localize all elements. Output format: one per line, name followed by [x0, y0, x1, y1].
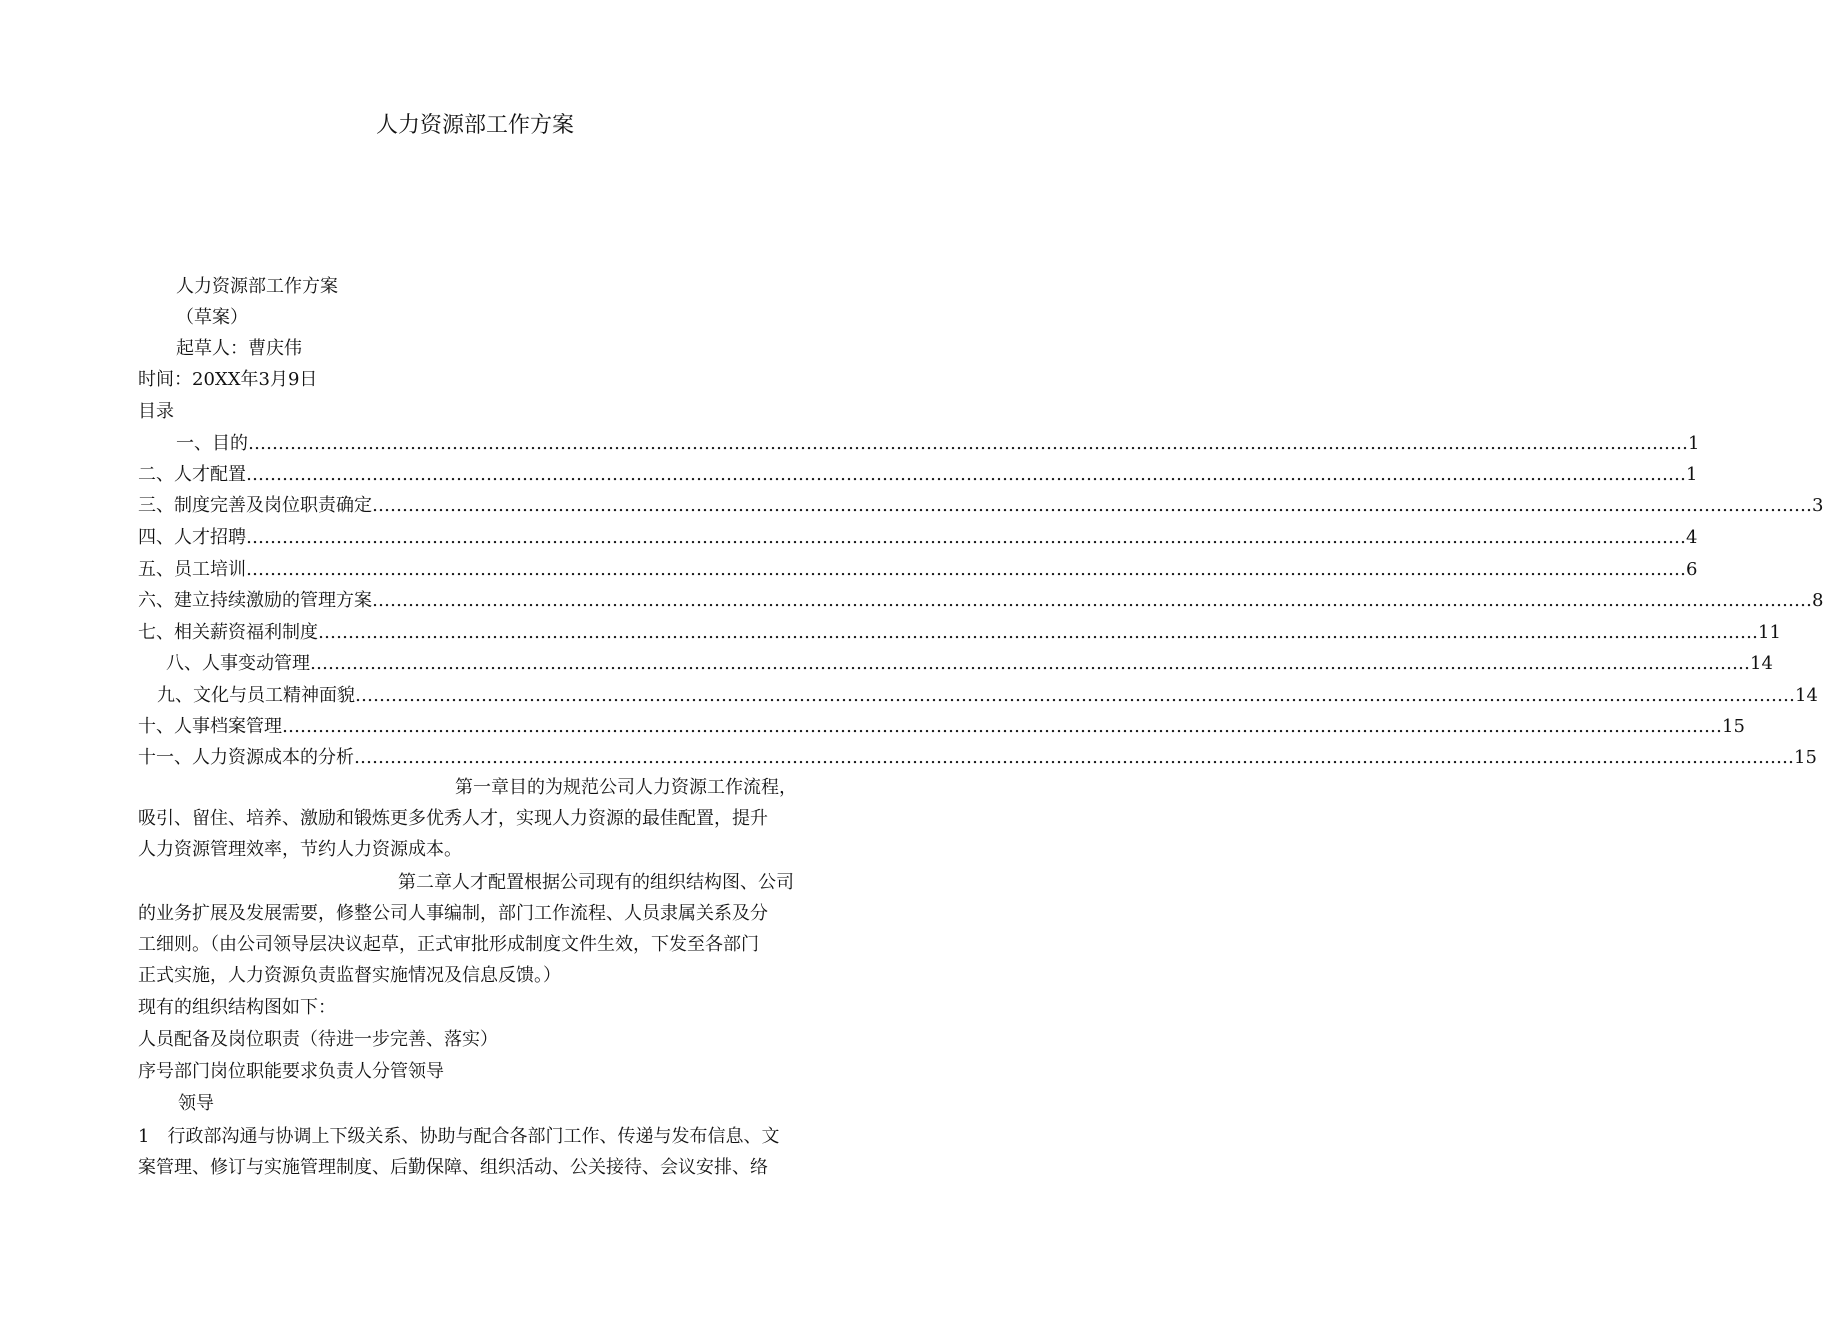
drafter: 起草人：曹庆伟 — [176, 338, 302, 359]
chapter2-line: 的业务扩展及发展需要，修整公司人事编制，部门工作流程、人员隶属关系及分 — [138, 903, 768, 924]
table-row-1: 案管理、修订与实施管理制度、后勤保障、组织活动、公关接待、会议安排、络 — [138, 1157, 768, 1178]
toc-entry-page: 14 — [1795, 685, 1818, 706]
draft-label: （草案） — [176, 307, 248, 328]
toc-entry — [138, 715, 1745, 739]
toc-leader-dots: …………………………………………………………………………………………………………………………………………………………………………………………………………………… — [282, 716, 1722, 737]
toc-entry — [138, 494, 1823, 518]
toc-entry-page: 11 — [1758, 622, 1781, 643]
toc-entry-label: 十、人事档案管理 — [138, 716, 282, 737]
staffing-line: 人员配备及岗位职责（待进一步完善、落实） — [138, 1029, 498, 1050]
toc-leader-dots: …………………………………………………………………………………………………………………………………………………………………………………………………………………… — [372, 495, 1812, 516]
toc-entry-page: 3 — [1812, 495, 1823, 516]
toc-entry — [138, 463, 1698, 487]
toc-leader-dots: …………………………………………………………………………………………………………………………………………………………………………………………………………………… — [246, 559, 1686, 580]
toc-entry-page: 15 — [1794, 747, 1817, 768]
chapter1-line: 第一章目的为规范公司人力资源工作流程， — [455, 777, 797, 798]
toc-entry-label: 一、目的 — [176, 433, 248, 454]
document-title: 人力资源部工作方案 — [375, 113, 574, 138]
toc-entry-label: 九、文化与员工精神面貌 — [157, 685, 355, 706]
table-row-1: 1 行政部沟通与协调上下级关系、协助与配合各部门工作、传递与发布信息、文 — [138, 1126, 780, 1147]
toc-entry-page: 14 — [1750, 653, 1773, 674]
toc-entry — [138, 746, 1817, 770]
chapter2-line: 第二章人才配置根据公司现有的组织结构图、公司 — [398, 872, 794, 893]
toc-entry-label: 十一、人力资源成本的分析 — [138, 747, 354, 768]
toc-entry-label: 七、相关薪资福利制度 — [138, 622, 318, 643]
toc-entry-page: 1 — [1686, 464, 1698, 485]
toc-entry-label: 三、制度完善及岗位职责确定 — [138, 495, 372, 516]
toc-leader-dots: …………………………………………………………………………………………………………………………………………………………………………………………………………………… — [354, 747, 1794, 768]
toc-leader-dots: …………………………………………………………………………………………………………………………………………………………………………………………………………………… — [318, 622, 1758, 643]
toc-leader-dots: …………………………………………………………………………………………………………………………………………………………………………………………………………………… — [355, 685, 1795, 706]
toc-leader-dots: …………………………………………………………………………………………………………………………………………………………………………………………………………………… — [372, 590, 1812, 611]
toc-entry — [176, 432, 1700, 456]
toc-entry-page: 1 — [1688, 433, 1700, 454]
toc-entry — [166, 652, 1773, 676]
toc-entry-label: 二、人才配置 — [138, 464, 246, 485]
date: 时间：20XX年3月9日 — [138, 369, 318, 390]
table-header: 序号部门岗位职能要求负责人分管领导 — [138, 1061, 444, 1082]
toc-entry-label: 六、建立持续激励的管理方案 — [138, 590, 372, 611]
toc-entry-page: 15 — [1722, 716, 1745, 737]
toc-entry-label: 四、人才招聘 — [138, 527, 246, 548]
subtitle: 人力资源部工作方案 — [176, 276, 338, 297]
toc-leader-dots: …………………………………………………………………………………………………………………………………………………………………………………………………………………… — [246, 464, 1686, 485]
toc-entry — [138, 621, 1781, 645]
toc-entry — [138, 589, 1823, 613]
chapter1-line: 人力资源管理效率，节约人力资源成本。 — [138, 839, 462, 860]
toc-leader-dots: …………………………………………………………………………………………………………………………………………………………………………………………………………………… — [248, 433, 1688, 454]
toc-entry-page: 6 — [1686, 559, 1698, 580]
toc-entry-page: 8 — [1812, 590, 1823, 611]
toc-leader-dots: …………………………………………………………………………………………………………………………………………………………………………………………………………………… — [310, 653, 1750, 674]
toc-entry — [157, 684, 1818, 708]
toc-entry — [138, 526, 1698, 550]
toc-entry-label: 五、员工培训 — [138, 559, 246, 580]
toc-heading: 目录 — [138, 401, 174, 422]
toc-entry-page: 4 — [1686, 527, 1698, 548]
toc-entry — [138, 558, 1698, 582]
org-chart-line: 现有的组织结构图如下： — [138, 997, 336, 1018]
chapter1-line: 吸引、留住、培养、激励和锻炼更多优秀人才，实现人力资源的最佳配置，提升 — [138, 808, 768, 829]
toc-entry-label: 八、人事变动管理 — [166, 653, 310, 674]
chapter2-line: 正式实施，人力资源负责监督实施情况及信息反馈。） — [138, 965, 561, 986]
chapter2-line: 工细则。（由公司领导层决议起草，正式审批形成制度文件生效，下发至各部门 — [138, 934, 759, 955]
toc-leader-dots: …………………………………………………………………………………………………………………………………………………………………………………………………………………… — [246, 527, 1686, 548]
table-header-cont: 领导 — [178, 1093, 214, 1114]
